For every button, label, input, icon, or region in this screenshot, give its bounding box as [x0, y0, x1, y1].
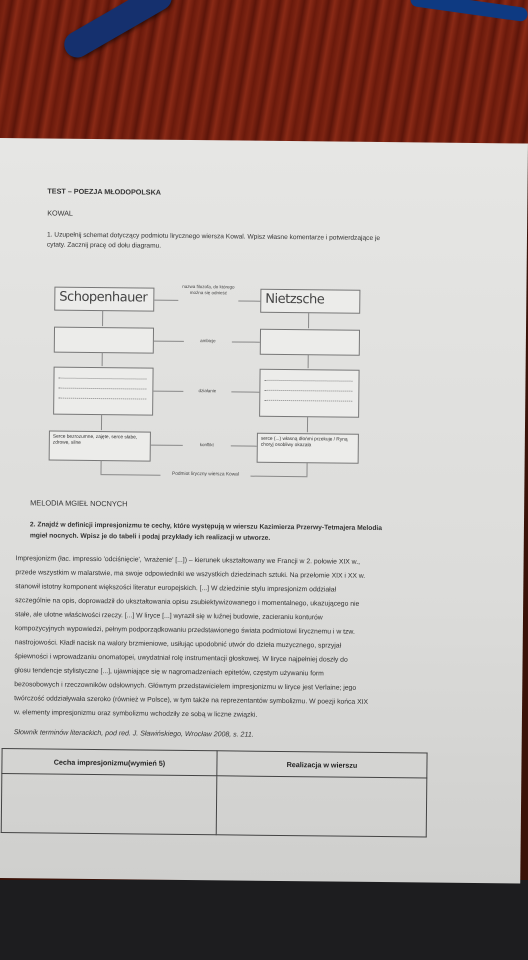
- arrow-mid2-left: [153, 391, 183, 392]
- right-arrow-2: [308, 354, 309, 368]
- left-box-2: [54, 327, 154, 354]
- table-header-feature: Cecha impresjonizmu(wymień 5): [2, 749, 217, 776]
- definition-line: twórczość oddziaływała szeroko (również w Polsce), w tym także na reprezentantów symbolizmu. W poezji końca XIX: [14, 695, 369, 706]
- definition-line: przede wszystkim w malarstwie, ma swoje odpowiedniki we wszystkich dziedzinach sztuki. Na przełomie XIX i XX w.: [15, 569, 366, 580]
- right-bottom-text: serce (...) własną dłońmi przekuje / Ryną choryj osobliwy okazała: [260, 436, 348, 449]
- arrow-mid2-right: [231, 391, 259, 392]
- definition-line: szczególnie na opis, doprowadził do ukształtowania opisu zsubiektywizowanego i momentalnego, ukazującego nie: [15, 597, 360, 608]
- task2-line2: mgieł nocnych. Wpisz je do tabeli i podaj przykłady ich realizacji w utworze.: [29, 532, 271, 542]
- wooden-table: [0, 0, 528, 150]
- base-line-right: [250, 476, 307, 478]
- right-base-arrow: [306, 462, 307, 476]
- answer-table: [1, 748, 428, 837]
- label-philosopher: nazwa filozofa, do którego można się odnieść: [182, 283, 235, 295]
- right-arrow-1: [308, 312, 309, 328]
- dark-background: [0, 880, 528, 960]
- dotted-line: [264, 400, 352, 402]
- definition-line: stanowił istotny komponent większości literatur europejskich. [...] W dziedzinie stylu impresjonizm oddziałał: [15, 583, 337, 594]
- definition-line: w. elementy impresjonizmu oraz symbolizmu wchodziły ze sobą w liczne związki.: [13, 709, 258, 719]
- worksheet-paper: [0, 138, 528, 883]
- schopenhauer-handwriting: Schopenhauer: [59, 289, 148, 306]
- test-title: TEST – POEZJA MŁODOPOLSKA: [47, 186, 162, 197]
- task1-line2: cytaty. Zacznij pracę od dołu diagramu.: [46, 241, 162, 250]
- left-arrow-3: [101, 414, 102, 430]
- dotted-line: [58, 378, 146, 380]
- arrow-top-right: [238, 301, 260, 302]
- dotted-line: [264, 390, 352, 392]
- table-header-realization: Realizacja w wierszu: [217, 751, 427, 778]
- definition-line: Impresjonizm (łac. impressio 'odciśnięcie', 'wrażenie' [...]) – kierunek ukształtowany we Francji w 2. połowie XIX w.,: [15, 555, 361, 566]
- right-box-2: [260, 329, 360, 356]
- poem-title: KOWAL: [47, 208, 73, 218]
- table-cell-feature[interactable]: [1, 774, 217, 835]
- definition-line: śpiewności i wprowadzaniu onomatopei, uwydatniał rolę instrumentacji głoskowej. W liryce najpełniej doszły do: [14, 653, 348, 664]
- nietzsche-handwriting: Nietzsche: [265, 291, 325, 308]
- definition-line: bezosobowych i rzeczowników odsłownych. Głównym przedstawicielem impresjonizmu w liryce jest Verlaine; jego: [14, 681, 357, 692]
- table-cell-realization[interactable]: [216, 776, 427, 837]
- arrow-mid1-left: [154, 341, 184, 342]
- right-arrow-3: [307, 416, 308, 432]
- arrow-bottom-left: [151, 445, 183, 446]
- definition-line: kompozycyjnych wypowiedzi, pełnym podporządkowaniu przedstawionego świata podmiotowi lirycznemu i w tzw.: [14, 625, 355, 636]
- task2-poem-title: MELODIA MGIEŁ NOCNYCH: [30, 498, 128, 509]
- label-ambitions: ambicje: [200, 338, 216, 344]
- left-top-box: [54, 287, 154, 312]
- definition-source: Słownik terminów literackich, pod red. J. Sławińskiego, Wrocław 2008, s. 211.: [13, 729, 254, 739]
- dotted-line: [58, 388, 146, 390]
- left-arrow-1: [102, 310, 103, 326]
- right-bottom-box: [257, 433, 359, 464]
- dotted-line: [58, 398, 146, 400]
- label-action: działanie: [198, 388, 217, 394]
- definition-line: nastrojowości. Kładł nacisk na walory brzmieniowe, usiłując upodobnić utwór do dzieła muzycznego, sprzyjał: [14, 639, 342, 650]
- arrow-top-left: [154, 300, 178, 301]
- dotted-line: [264, 380, 352, 382]
- definition-line: stałe, ale ulotne właściwości rzeczy. [...] W liryce [...] wyraził się w luźnej budowie, zacieraniu konturów: [14, 611, 323, 622]
- right-box-3: [259, 369, 359, 418]
- left-base-arrow: [100, 460, 101, 474]
- base-label: Podmiot liryczny wiersza Kowal: [171, 471, 239, 478]
- left-box-3: [53, 367, 153, 416]
- task2-line1: 2. Znajdź w definicji impresjonizmu te cechy, które występują w wierszu Kazimierza Przerwy-Tetmajera Melodia: [29, 521, 383, 533]
- left-arrow-2: [102, 352, 103, 366]
- left-bottom-box: [49, 431, 151, 462]
- left-bottom-text: Serce bezrozumne, zajęte, serce słabe, zdrowe, silne: [52, 434, 138, 446]
- task1-line1: 1. Uzupełnij schemat dotyczący podmiotu lirycznego wiersza Kowal. Wpisz własne komentarze i potwierdzające je: [46, 231, 381, 242]
- impressionism-definition: [13, 554, 486, 719]
- arrow-mid1-right: [232, 341, 260, 342]
- definition-line: głosu tendencje stylistyczne [...], ujawniające się w nagromadzeniach epitetów, częstym używaniu form: [14, 667, 324, 678]
- right-top-box: [260, 289, 360, 314]
- arrow-bottom-right: [231, 445, 257, 446]
- label-conflict: konflikt: [199, 442, 214, 448]
- base-line-left: [100, 474, 160, 476]
